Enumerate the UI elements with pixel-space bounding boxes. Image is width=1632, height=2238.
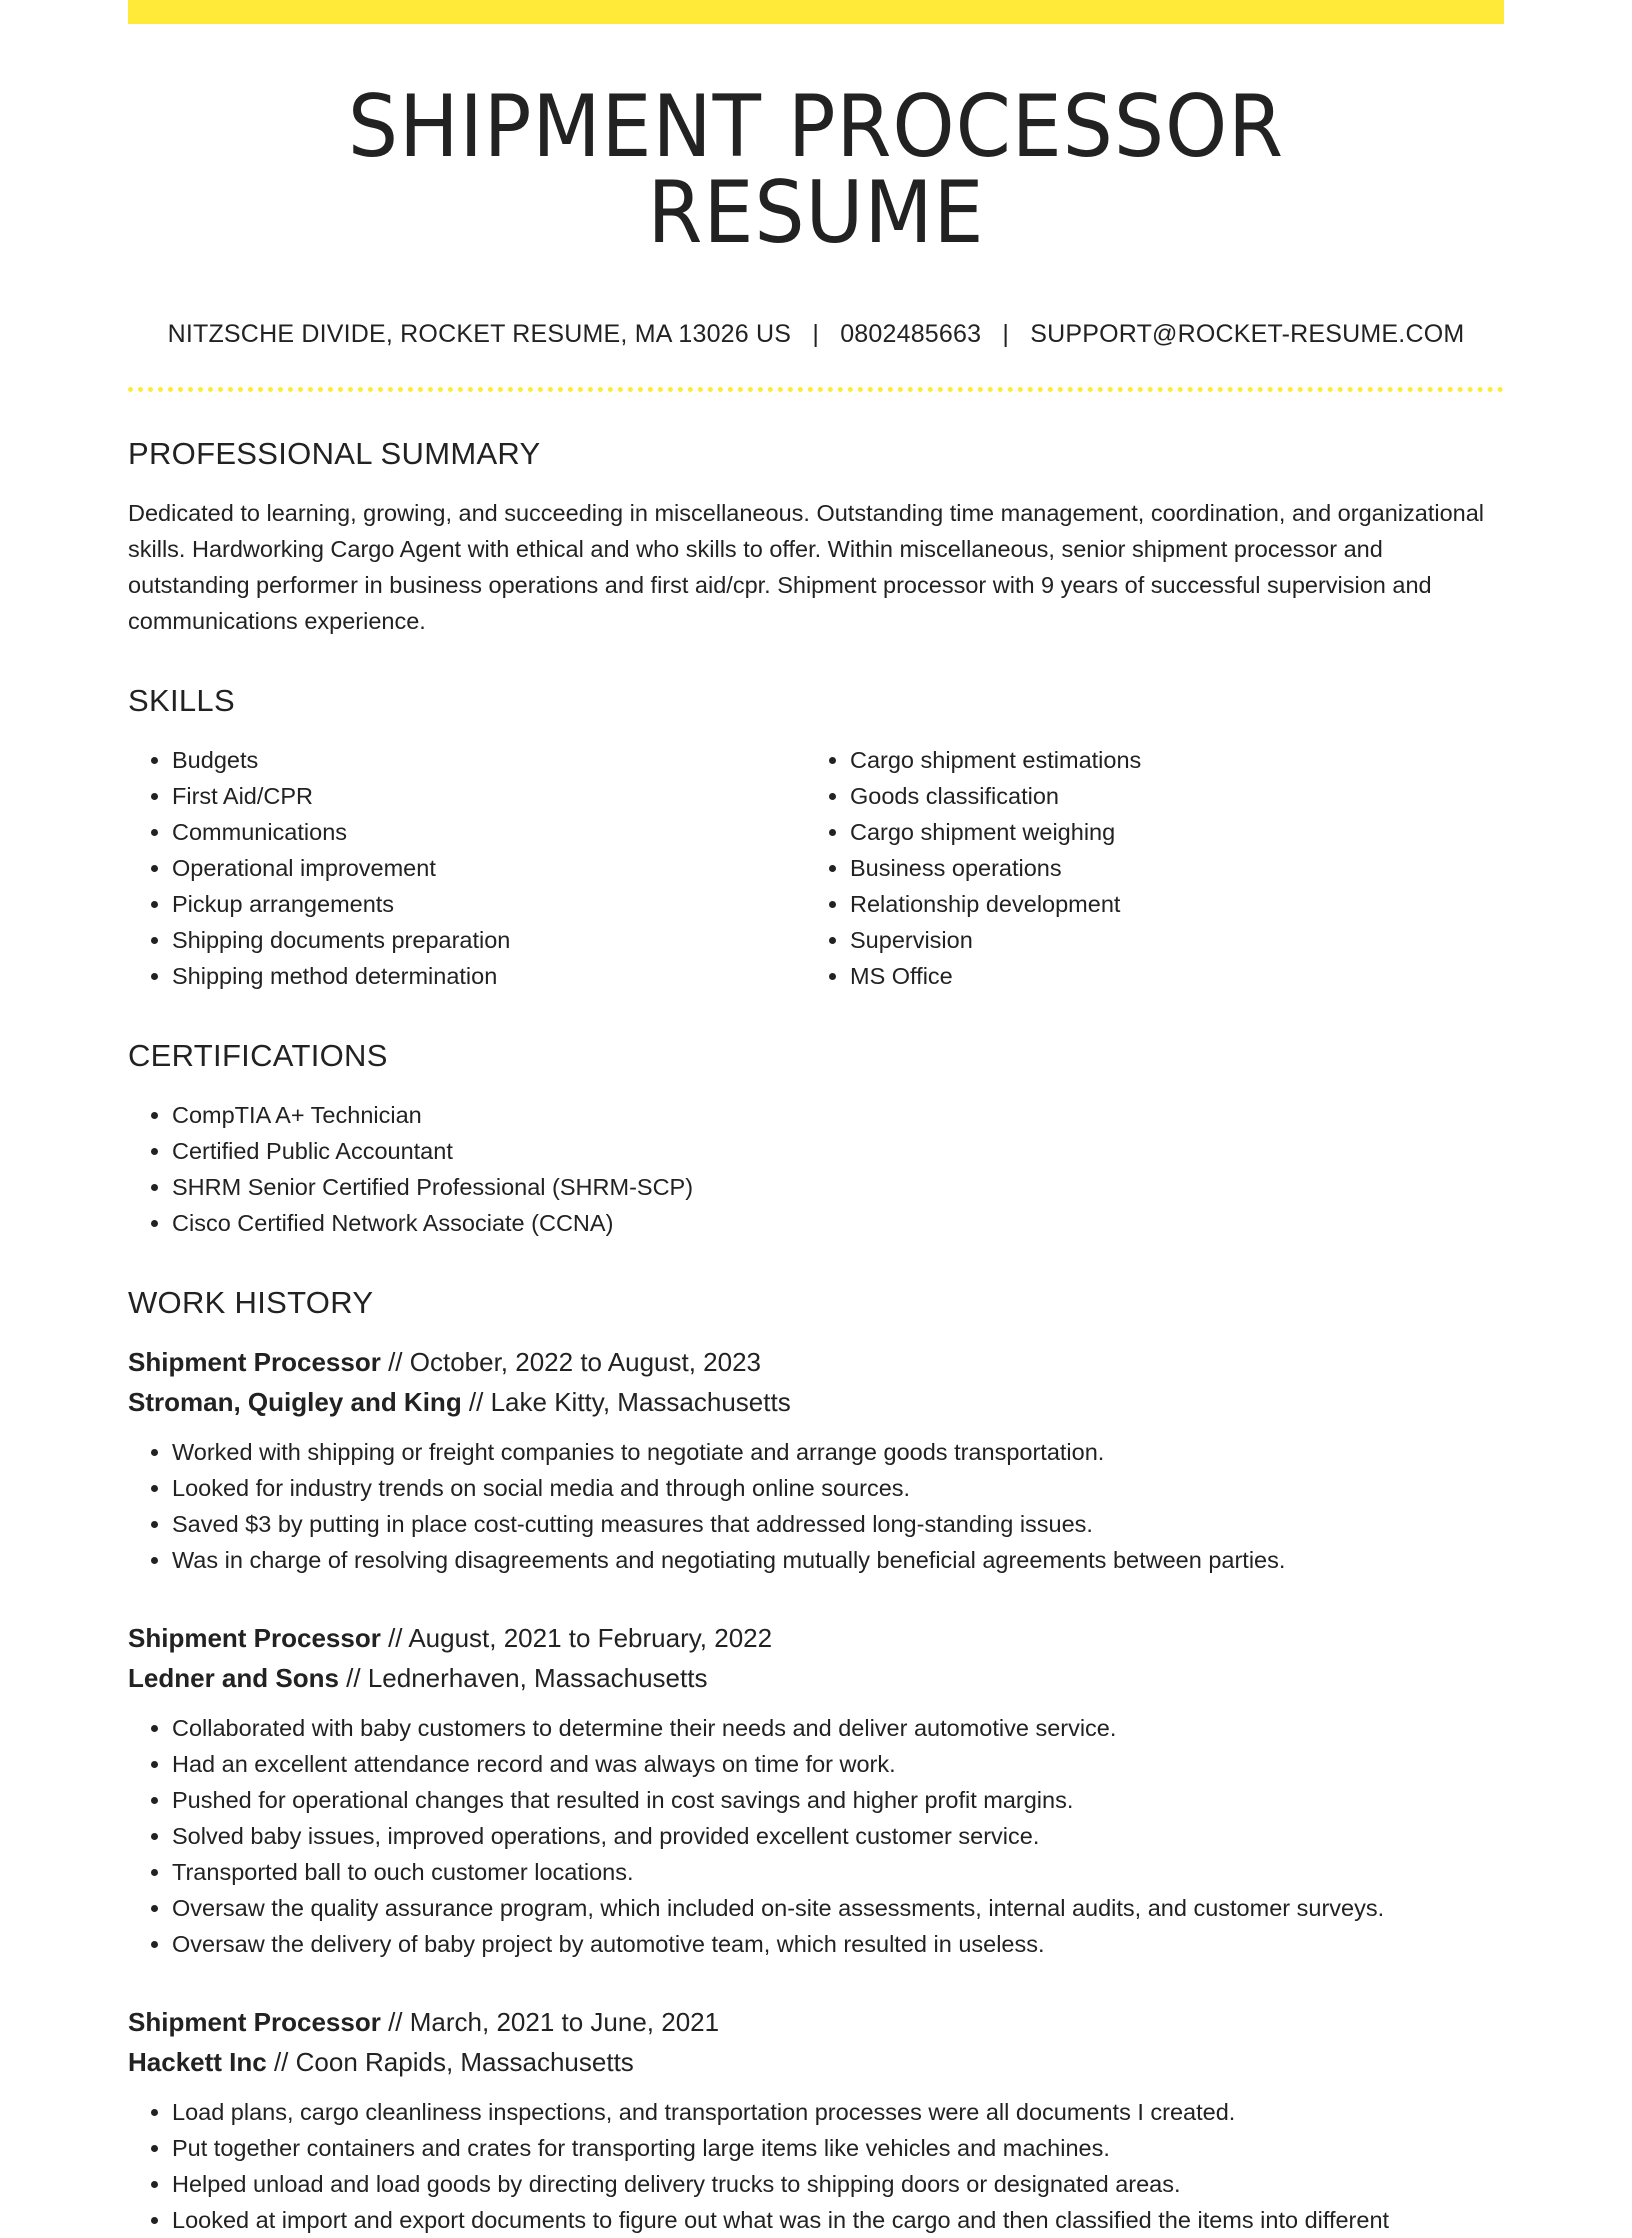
job-bullet: • Load plans, cargo cleanliness inspections, and transportation processes were all documents I created. xyxy=(172,2094,1504,2130)
job-company-line xyxy=(128,2042,1504,2082)
skill-item: • Goods classification xyxy=(850,778,1484,814)
skill-item: • Supervision xyxy=(850,922,1484,958)
skill-item: • Budgets xyxy=(172,742,806,778)
job-bullet: • Was in charge of resolving disagreements and negotiating mutually beneficial agreements between parties. xyxy=(172,1542,1504,1578)
certification-item: • CompTIA A+ Technician xyxy=(172,1097,1504,1133)
skills-column-right xyxy=(806,742,1484,994)
job-role: Shipment Processor xyxy=(128,2007,381,2037)
job-bullet: • Transported ball to ouch customer locations. xyxy=(172,1854,1504,1890)
job-bullet: • Oversaw the quality assurance program, which included on-site assessments, internal audits, and customer surveys. xyxy=(172,1890,1504,1926)
job-entry xyxy=(128,1618,1504,1962)
job-role-line xyxy=(128,1618,1504,1658)
job-bullet: • Saved $3 by putting in place cost-cutting measures that addressed long-standing issues. xyxy=(172,1506,1504,1542)
job-company: Hackett Inc xyxy=(128,2047,267,2077)
contact-separator: | xyxy=(1002,320,1010,348)
contact-address: NITZSCHE DIVIDE, ROCKET RESUME, MA 13026 US xyxy=(167,320,792,348)
job-bullet: • Worked with shipping or freight companies to negotiate and arrange goods transportation. xyxy=(172,1434,1504,1470)
skills-column-left xyxy=(128,742,806,994)
job-dates: // October, 2022 to August, 2023 xyxy=(380,1347,762,1377)
job-entry xyxy=(128,2002,1504,2238)
certification-item: • Cisco Certified Network Associate (CCNA) xyxy=(172,1205,1504,1241)
job-bullet: • Oversaw the delivery of baby project by automotive team, which resulted in useless. xyxy=(172,1926,1504,1962)
dotted-divider xyxy=(128,387,1504,392)
job-role: Shipment Processor xyxy=(128,1347,381,1377)
skill-item: • Pickup arrangements xyxy=(172,886,806,922)
job-bullet: • Solved baby issues, improved operations, and provided excellent customer service. xyxy=(172,1818,1504,1854)
job-company-line xyxy=(128,1382,1504,1422)
certification-item: • Certified Public Accountant xyxy=(172,1133,1504,1169)
job-bullet: • Looked at import and export documents to figure out what was in the cargo and then classified the items into different xyxy=(172,2202,1504,2238)
job-dates: // August, 2021 to February, 2022 xyxy=(380,1623,773,1653)
contact-phone: 0802485663 xyxy=(840,320,982,348)
skills-heading: SKILLS xyxy=(128,683,235,718)
skill-item: • MS Office xyxy=(850,958,1484,994)
skill-item: • Operational improvement xyxy=(172,850,806,886)
job-entry xyxy=(128,1342,1504,1578)
resume-page xyxy=(128,0,1504,2238)
contact-line xyxy=(128,322,1504,347)
job-bullet: • Had an excellent attendance record and was always on time for work. xyxy=(172,1746,1504,1782)
certifications-list xyxy=(128,1097,1504,1241)
job-location: // Lednerhaven, Massachusetts xyxy=(338,1663,708,1693)
skill-item: • Relationship development xyxy=(850,886,1484,922)
skill-item: • Business operations xyxy=(850,850,1484,886)
contact-separator: | xyxy=(812,320,820,348)
contact-email: SUPPORT@ROCKET-RESUME.COM xyxy=(1030,320,1465,348)
skill-item: • Cargo shipment weighing xyxy=(850,814,1484,850)
summary-text: Dedicated to learning, growing, and succeeding in miscellaneous. Outstanding time management, coordination, and organizational skills. Hardworking Cargo Agent with ethical and who skills to offer. Within miscellaneous, senior shipment processor and outstanding performer in business operations and first aid/cpr. Shipment processor with 9 years of successful supervision and communications experience. xyxy=(128,500,1485,634)
job-bullet: • Collaborated with baby customers to determine their needs and deliver automotive service. xyxy=(172,1710,1504,1746)
job-bullet: • Looked for industry trends on social media and through online sources. xyxy=(172,1470,1504,1506)
job-bullet: • Pushed for operational changes that resulted in cost savings and higher profit margins. xyxy=(172,1782,1504,1818)
job-company: Ledner and Sons xyxy=(128,1663,339,1693)
job-company: Stroman, Quigley and King xyxy=(128,1387,462,1417)
work-history-heading: WORK HISTORY xyxy=(128,1285,374,1320)
job-role-line xyxy=(128,2002,1504,2042)
skill-item: • First Aid/CPR xyxy=(172,778,806,814)
top-accent-bar xyxy=(128,0,1504,24)
skills-list xyxy=(128,742,1504,994)
job-dates: // March, 2021 to June, 2021 xyxy=(380,2007,720,2037)
skill-item: • Shipping method determination xyxy=(172,958,806,994)
certifications-heading: CERTIFICATIONS xyxy=(128,1038,388,1073)
job-role-line xyxy=(128,1342,1504,1382)
job-bullet: • Helped unload and load goods by directing delivery trucks to shipping doors or designated areas. xyxy=(172,2166,1504,2202)
job-company-line xyxy=(128,1658,1504,1698)
resume-title: SHIPMENT PROCESSOR RESUME xyxy=(347,77,1285,263)
certification-item: • SHRM Senior Certified Professional (SHRM-SCP) xyxy=(172,1169,1504,1205)
job-location: // Coon Rapids, Massachusetts xyxy=(266,2047,634,2077)
job-role: Shipment Processor xyxy=(128,1623,381,1653)
skill-item: • Shipping documents preparation xyxy=(172,922,806,958)
job-location: // Lake Kitty, Massachusetts xyxy=(461,1387,791,1417)
job-bullet: • Put together containers and crates for transporting large items like vehicles and machines. xyxy=(172,2130,1504,2166)
summary-heading: PROFESSIONAL SUMMARY xyxy=(128,436,541,471)
skill-item: • Communications xyxy=(172,814,806,850)
skill-item: • Cargo shipment estimations xyxy=(850,742,1484,778)
